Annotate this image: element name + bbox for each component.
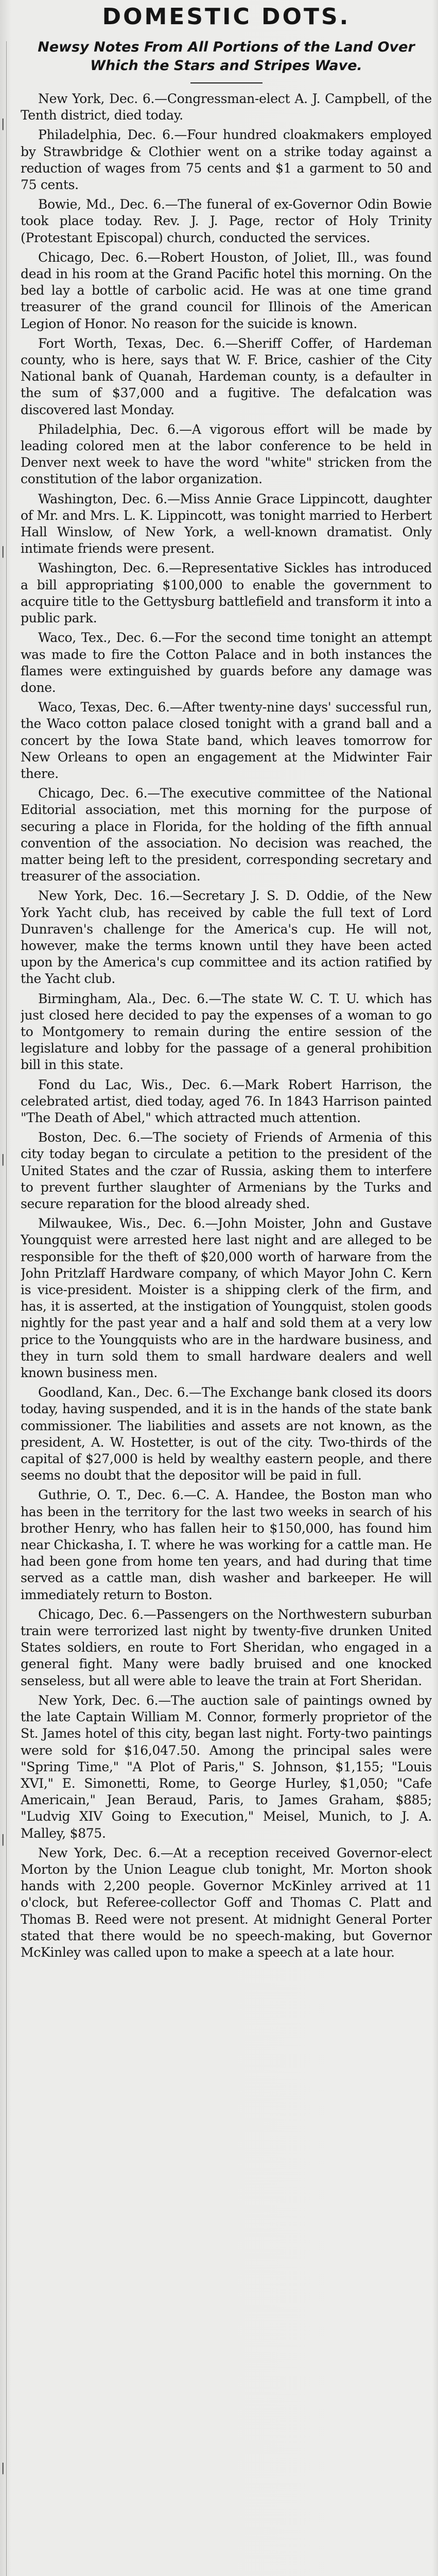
news-item: Fort Worth, Texas, Dec. 6.—Sheriff Coffer, of Hardeman county, who is here, says that W. F. Brice, cashier of the City National bank of Quanah, Hardeman county, is a defaulter in the sum of $37,000 and a fugitive. The defalcation was discovered last Monday. (21, 335, 432, 417)
news-item: Birmingham, Ala., Dec. 6.—The state W. C. T. U. which has just closed here decided to pay the expenses of a woman to go to Montgomery to remain during the entire session of the legislature and lobby for the passage of a general prohibition bill in this state. (21, 991, 432, 1073)
news-item: Bowie, Md., Dec. 6.—The funeral of ex-Governor Odin Bowie took place today. Rev. J. J. Page, rector of Holy Trinity (Protestant Episcopal) church, conducted the services. (21, 197, 432, 245)
news-items (21, 91, 432, 1961)
news-item: Waco, Texas, Dec. 6.—After twenty-nine days' successful run, the Waco cotton palace closed tonight with a grand ball and a concert by the Iowa State band, which leaves tomorrow for New Orleans to open an engagement at the Midwinter Fair there. (21, 700, 432, 781)
subheadline: Newsy Notes From All Portions of the Land Over Which the Stars and Stripes Wave. (38, 39, 415, 74)
news-item: Goodland, Kan., Dec. 6.—The Exchange bank closed its doors today, having suspended, and it is in the hands of the state bank commissioner. The liabilities and assets are not known, as the president, A. W. Hostetter, is out of the city. Two-thirds of the capital of $27,000 is held by wealthy eastern people, and there seems no doubt that the depositor will be paid in full. (21, 1385, 432, 1483)
previous-column-edge: | | | | | (0, 41, 7, 2576)
news-item: Chicago, Dec. 6.—The executive committee of the National Editorial association, met this morning for the purpose of securing a place in Florida, for the holding of the fifth annual convention of the association. No decision was reached, the matter being left to the president, corresponding secretary and treasurer of the association. (21, 786, 432, 884)
news-item: New York, Dec. 16.—Secretary J. S. D. Oddie, of the New York Yacht club, has received by cable the full text of Lord Dunraven's challenge for the America's cup. He will not, however, make the terms known until they have been acted upon by the America's cup committee and its action ratified by the Yacht club. (21, 888, 432, 987)
news-item: Philadelphia, Dec. 6.—Four hundred cloakmakers employed by Strawbridge & Clothier went on a strike today against a reduction of wages from 75 cents and $1 a garment to 50 and 75 cents. (21, 127, 432, 193)
headline: DOMESTIC DOTS. (102, 4, 351, 30)
news-item: Chicago, Dec. 6.—Passengers on the Northwestern suburban train were terrorized last night by twenty-five drunken United States soldiers, en route to Fort Sheridan, who engaged in a general fight. Many were badly bruised and one knocked senseless, but all were able to leave the train at Fort Sheridan. (21, 1606, 432, 1688)
news-item: Guthrie, O. T., Dec. 6.—C. A. Handee, the Boston man who has been in the territory for the last two weeks in search of his brother Henry, who has fallen heir to $150,000, has found him near Chickasha, I. T. where he was working for a cattle man. He had been gone from home ten years, and had during that time served as a cattle man, dish washer and barkeeper. He will immediately return to Boston. (21, 1487, 432, 1602)
news-item: New York, Dec. 6.—The auction sale of paintings owned by the late Captain William M. Connor, formerly proprietor of the St. James hotel of this city, began last night. Forty-two paintings were sold for $16,047.50. Among the principal sales were "Spring Time," "A Plot of Paris," S. Johnson, $1,155; "Louis XVI," E. Simonetti, Rome, to George Hurley, $1,050; "Cafe Americain," Jean Beraud, Paris, to James Graham, $885; "Ludvig XIV Going to Execution," Meisel, Munich, to J. A. Malley, $875. (21, 1692, 432, 1841)
news-item: Chicago, Dec. 6.—Robert Houston, of Joliet, Ill., was found dead in his room at the Grand Pacific hotel this morning. On the bed lay a bottle of carbolic acid. He was at one time grand treasurer of the grand council for Illinois of the American Legion of Honor. No reason for the suicide is known. (21, 249, 432, 331)
article-column (21, 0, 432, 2576)
news-item: Fond du Lac, Wis., Dec. 6.—Mark Robert Harrison, the celebrated artist, died today, aged 76. In 1843 Harrison painted "The Death of Abel," which attracted much attention. (21, 1077, 432, 1125)
news-item: Washington, Dec. 6.—Representative Sickles has introduced a bill appropriating $100,000 to enable the government to acquire title to the Gettysburg battlefield and transform it into a public park. (21, 561, 432, 626)
divider-rule (190, 82, 262, 83)
news-item: Milwaukee, Wis., Dec. 6.—John Moister, John and Gustave Youngquist were arrested here last night and are alleged to be responsible for the theft of $20,000 worth of harware from the John Pritzlaff Hardware company, of which Mayor John C. Kern is vice-president. Moister is a shipping clerk of the firm, and has, it is asserted, at the instigation of Youngquist, stolen goods nightly for the past year and a half and sold them at a very low price to the Youngquists who are in the hardware business, and they in turn sold them to small hardware dealers and well known business men. (21, 1216, 432, 1381)
news-item: New York, Dec. 6.—At a reception received Governor-elect Morton by the Union League club tonight, Mr. Morton shook hands with 2,200 people. Governor McKinley arrived at 11 o'clock, but Referee-collector Goff and Thomas C. Platt and Thomas B. Reed were not present. At midnight General Porter stated that there would be no speech-making, but Governor McKinley was called upon to make a speech at a late hour. (21, 1845, 432, 1960)
news-item: Philadelphia, Dec. 6.—A vigorous effort will be made by leading colored men at the labor conference to be held in Denver next week to have the word "white" stricken from the constitution of the labor organization. (21, 421, 432, 487)
news-item: Waco, Tex., Dec. 6.—For the second time tonight an attempt was made to fire the Cotton Palace and in both instances the flames were extinguished by guards before any damage was done. (21, 630, 432, 695)
news-item: New York, Dec. 6.—Congressman-elect A. J. Campbell, of the Tenth district, died today. (21, 91, 432, 123)
news-item: Boston, Dec. 6.—The society of Friends of Armenia of this city today began to circulate a petition to the president of the United States and the czar of Russia, asking them to interfere to prevent further slaughter of Armenians by the Turks and secure reparation for the blood already shed. (21, 1130, 432, 1211)
news-item: Washington, Dec. 6.—Miss Annie Grace Lippincott, daughter of Mr. and Mrs. L. K. Lippincott, was tonight married to Herbert Hall Winslow, of New York, a well-known dramatist. Only intimate friends were present. (21, 491, 432, 556)
